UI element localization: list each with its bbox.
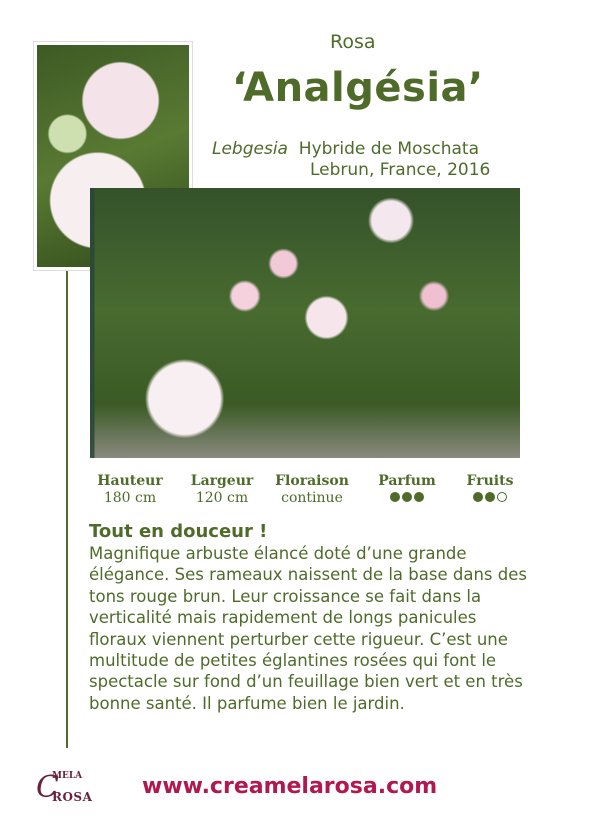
- rating-dot-filled-icon: [402, 492, 412, 502]
- stat-label: Hauteur: [97, 473, 163, 489]
- stat-label: Parfum: [378, 473, 436, 489]
- crea-mela-rosa-logo: C MELA ROSA: [36, 770, 93, 805]
- rating-dot-filled-icon: [473, 492, 483, 502]
- rating-dot-filled-icon: [485, 492, 495, 502]
- fruits-rating: [458, 492, 522, 502]
- stat-label: Fruits: [466, 473, 514, 489]
- stat-value: 120 cm: [195, 490, 249, 506]
- stat-label: Largeur: [190, 473, 254, 489]
- variety-name: ‘Analgésia’: [232, 65, 484, 111]
- website-link[interactable]: www.creamelarosa.com: [142, 774, 438, 799]
- stat-value: 180 cm: [103, 490, 157, 506]
- stat-fruits: [458, 473, 522, 502]
- latin-name: Lebgesia: [212, 139, 288, 159]
- breeder-line: Lebrun, France, 2016: [310, 160, 491, 180]
- stat-label: Floraison: [275, 473, 349, 489]
- stat-fragrance: [372, 473, 442, 502]
- genus-label: Rosa: [330, 31, 376, 53]
- description-title: Tout en douceur !: [89, 521, 268, 542]
- stat-height: [91, 473, 169, 506]
- rose-classification: Hybride de Moschata: [298, 139, 479, 159]
- rose-shrub-photo: [90, 188, 520, 458]
- classification-line: [212, 139, 479, 159]
- vertical-divider-line: [66, 270, 68, 748]
- stat-flowering: [270, 473, 354, 506]
- stat-width: [183, 473, 261, 506]
- fragrance-rating: [372, 492, 442, 502]
- rating-dot-empty-icon: [497, 492, 507, 502]
- rating-dot-filled-icon: [414, 492, 424, 502]
- rating-dot-filled-icon: [390, 492, 400, 502]
- stat-value: continue: [281, 490, 343, 506]
- description-text: Magnifique arbuste élancé doté d’une grande élégance. Ses rameaux naissent de la base dans des tons rouge brun. Leur croissance se fait dans la verticalité mais rapidement de longs panicules floraux viennent perturber cette rigueur. C’est une multitude de petites églantines rosées qui font le spectacle sur fond d’un feuillage bien vert et en très bonne santé. Il parfume bien le jardin.: [89, 544, 527, 713]
